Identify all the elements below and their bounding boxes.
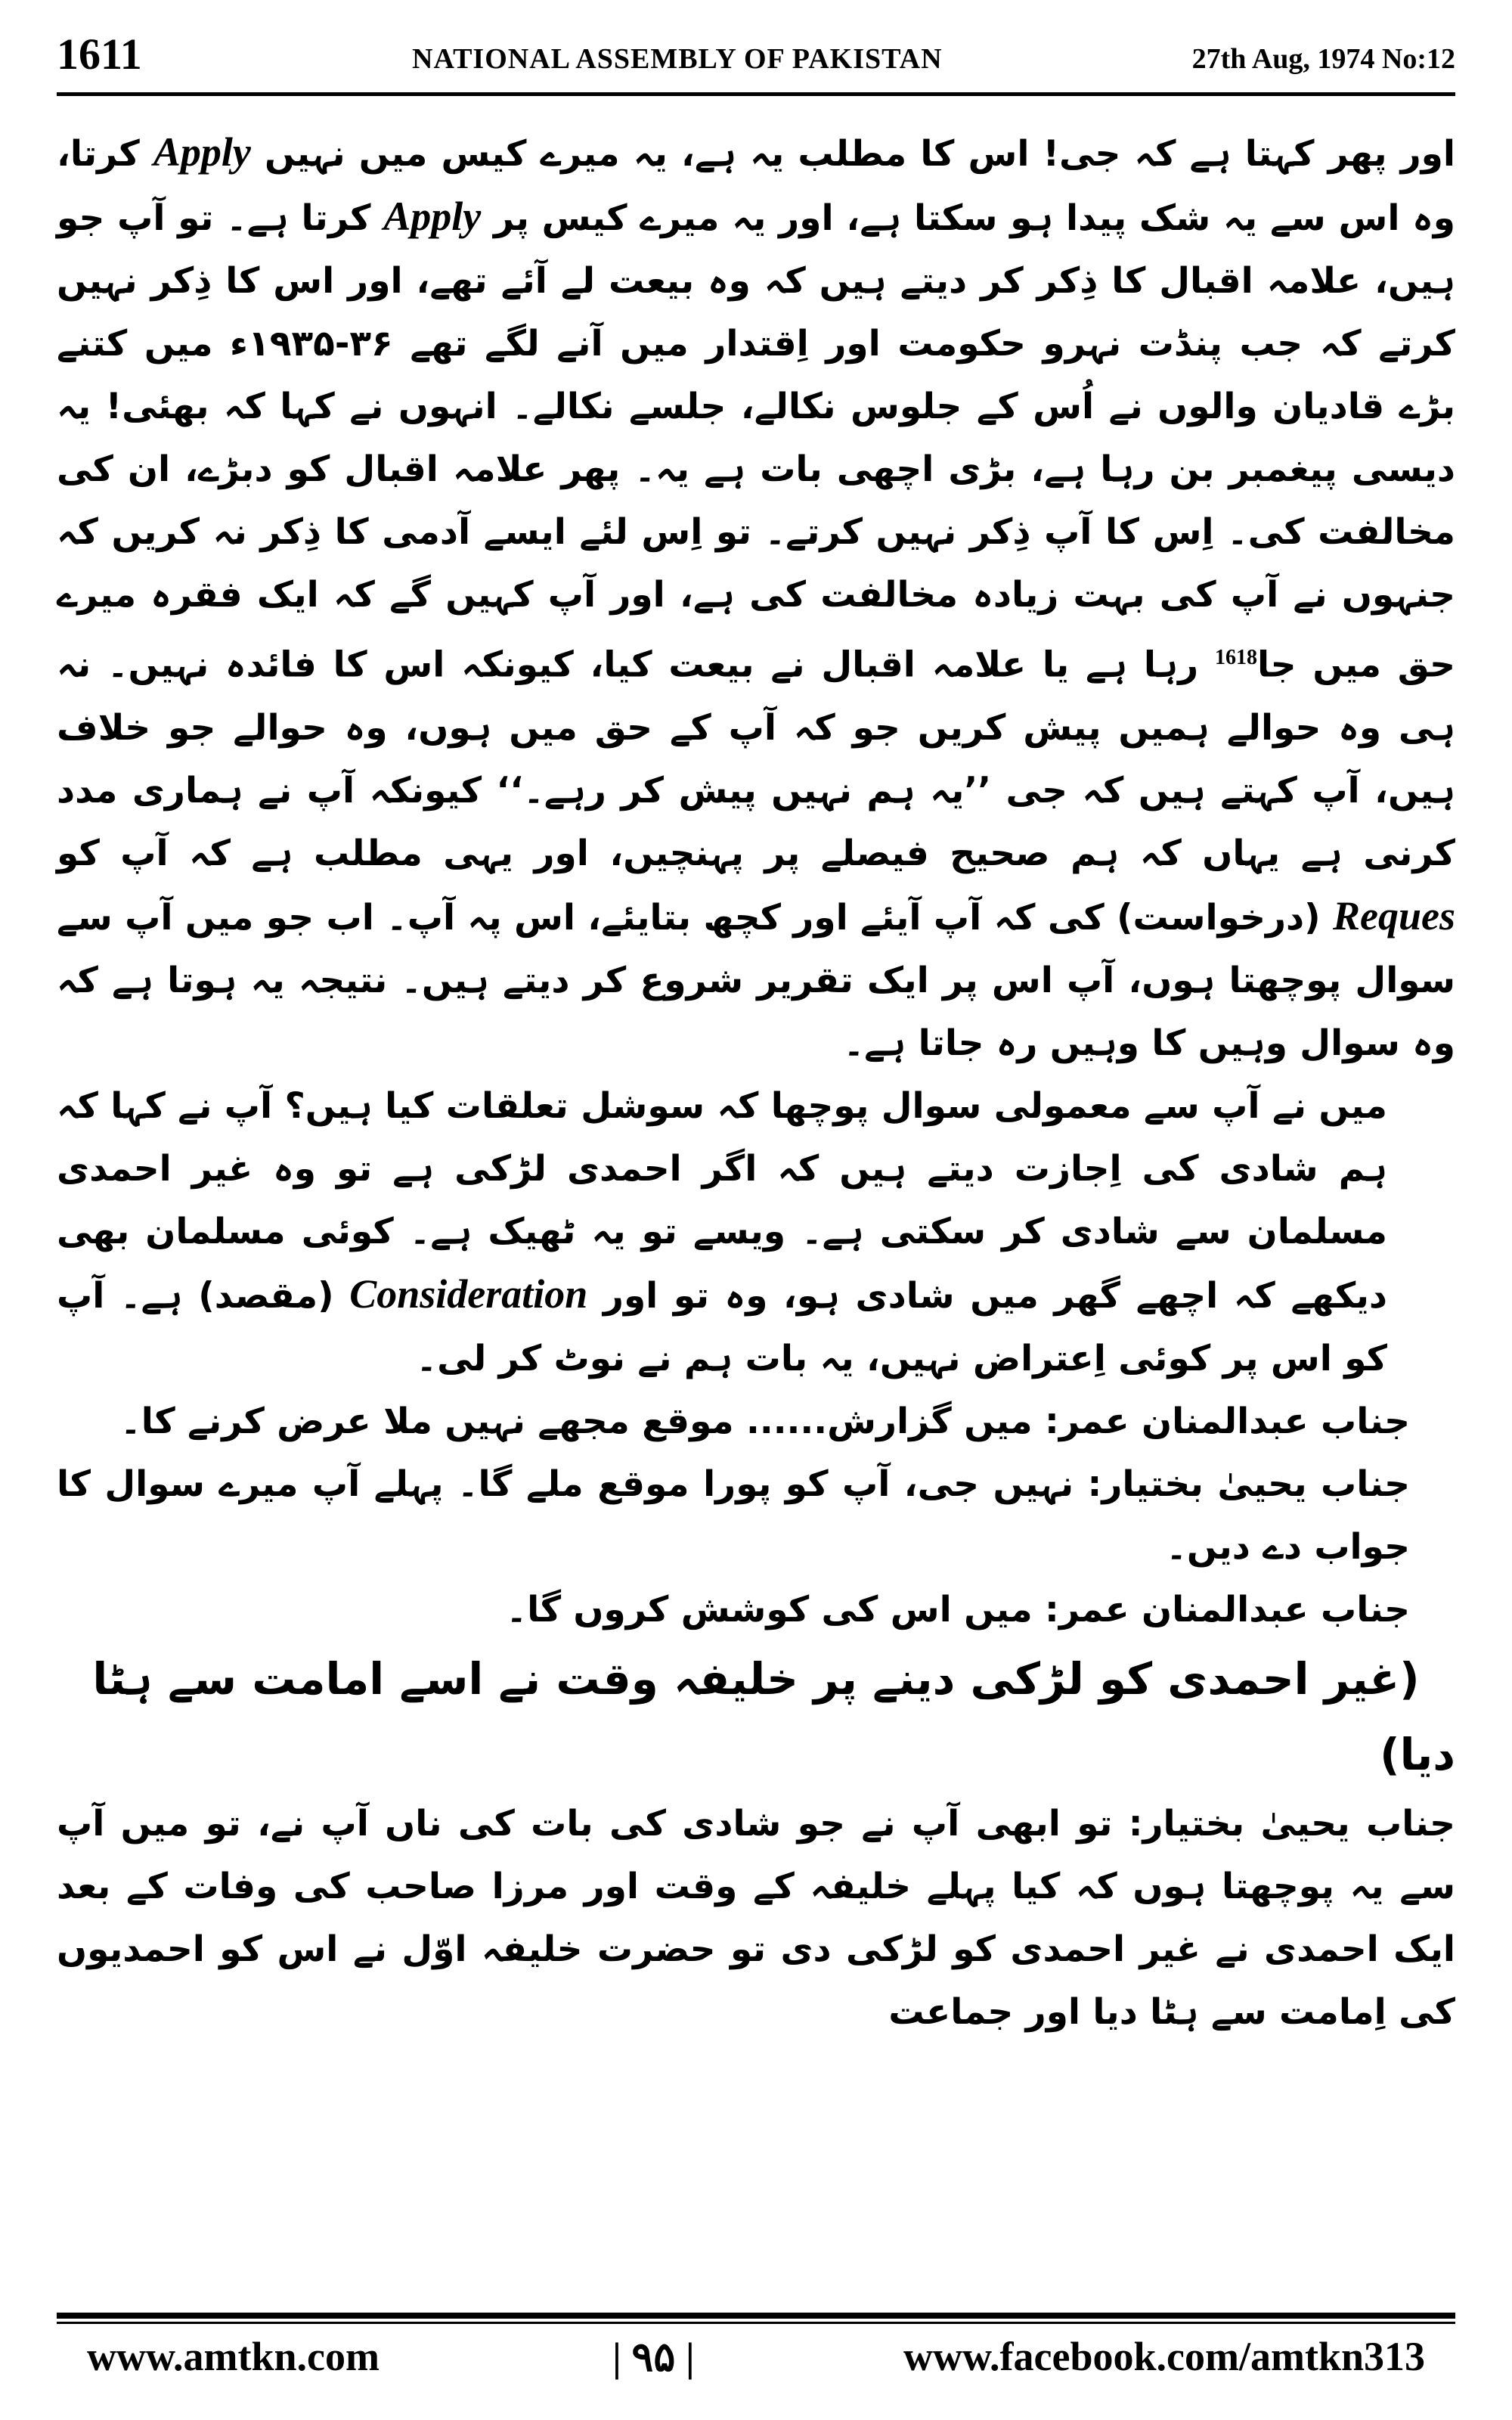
text-run: میں نے آپ سے معمولی سوال پوچھا کہ سوشل تعلقات کیا ہیں؟ آپ نے کہا کہ ہم شادی کی اِجازت دیتے ہیں کہ اگر احمدی لڑکی ہے تو وہ غیر احمدی مسلمان سے شادی کر سکتی ہے۔ ویسے تو یہ ٹھیک ہے۔ کوئی مسلمان بھی دیکھے کہ اچھے گھر میں شادی ہو، وہ تو اور (57, 1084, 1387, 1317)
header-rule (57, 92, 1455, 96)
english-term: Apply (153, 129, 251, 175)
header-title: NATIONAL ASSEMBLY OF PAKISTAN (412, 43, 943, 75)
text-run: جناب عبدالمنان عمر: میں گزارش...... موقع مجھے نہیں ملا عرض کرنے کا۔ (120, 1400, 1410, 1442)
body-paragraph (57, 121, 1455, 1075)
footer-page-label: | ۹۵ | (612, 2335, 695, 2380)
text-run: جناب عبدالمنان عمر: میں اس کی کوشش کروں گا۔ (506, 1588, 1410, 1630)
text-run: اور پھر کہتا ہے کہ جی! اس کا مطلب یہ ہے، یہ میرے کیس میں نہیں (250, 133, 1456, 175)
text-run: کرتا ہے۔ تو آپ جو ہیں، علامہ اقبال کا ذِکر کر دیتے ہیں کہ وہ بیعت لے آئے تھے، اور اس کا ذِکر نہیں کرتے کہ جب پنڈت نہرو حکومت اور اِقتدار میں آنے لگے تھے ۳۶-۱۹۳۵ء میں کتنے بڑے قادیان والوں نے اُس کے جلوس نکالے، جلسے نکالے۔ انہوں نے کہا کہ بھئی! یہ دیسی پیغمبر بن رہا ہے، بڑی اچھی بات ہے یہ۔ پھر علامہ اقبال کو دبڑے، ان کی مخالفت کی۔ اِس کا آپ ذِکر نہیں کرتے۔ تو اِس لئے ایسے آدمی کا ذِکر نہ کریں کہ جنہوں نے آپ کی بہت زیادہ مخالفت کی ہے، اور آپ کہیں گے کہ ایک فقرہ میرے حق میں جا (57, 197, 1456, 686)
footer-facebook-link[interactable]: www.facebook.com/amtkn313 (903, 2334, 1425, 2379)
text-run: (غیر احمدی کو لڑکی دینے پر خلیفہ وقت نے اسے امامت سے ہٹا دیا) (92, 1652, 1455, 1780)
text-run: جناب یحییٰ بختیار: تو ابھی آپ نے جو شادی کی بات کی ناں آپ نے، تو میں آپ سے یہ پوچھتا ہوں کہ کیا پہلے خلیفہ کے وقت اور مرزا صاحب کی وفات کے بعد ایک احمدی نے غیر احمدی کو لڑکی دی تو حضرت خلیفہ اوّل نے اس کو احمدیوں کی اِمامت سے ہٹا دیا اور جماعت (57, 1802, 1455, 2033)
page-number: 1611 (57, 29, 142, 79)
footer-website-link[interactable]: www.amtkn.com (87, 2334, 380, 2379)
body-paragraph (57, 1075, 1455, 1390)
body-paragraph (57, 1792, 1455, 2043)
text-run: جناب یحییٰ بختیار: نہیں جی، آپ کو پورا موقع ملے گا۔ پہلے آپ میرے سوال کا جواب دے دیں۔ (57, 1463, 1410, 1568)
footnote-marker: 1618 (1215, 646, 1257, 669)
section-heading (57, 1641, 1455, 1792)
text-run: کرتا، وہ اس سے یہ شک پیدا ہو سکتا ہے، اور یہ میرے کیس پر (57, 133, 1456, 239)
text-run: (درخواست) کی کہ آپ آیئے اور کچھ بتایئے، اس پہ آپ۔ اب جو میں آپ سے سوال پوچھتا ہوں، آپ اس پر ایک تقریر شروع کر دیتے ہیں۔ نتیجہ یہ ہوتا ہے کہ وہ سوال وہیں کا وہیں رہ جاتا ہے۔ (57, 896, 1455, 1064)
english-term: Reques (1333, 892, 1455, 939)
text-run: رہا ہے یا علامہ اقبال نے بیعت کیا، کیونکہ اس کا فائدہ نہیں۔ نہ ہی وہ حوالے ہمیں پیش کریں جو کہ آپ کے حق میں ہوں، وہ حوالے جو خلاف ہیں، آپ کہتے ہیں کہ جی ’’یہ ہم نہیں پیش کر رہے۔‘‘ کیونکہ آپ نے ہماری مدد کرنی ہے یہاں کہ ہم صحیح فیصلے پر پہنچیں، اور یہی مطلب ہے کہ آپ کو (57, 644, 1455, 874)
footer-rule (57, 2313, 1455, 2319)
english-term: Consideration (349, 1270, 588, 1317)
speaker-line (57, 1578, 1455, 1641)
speaker-line (57, 1390, 1455, 1453)
header-date: 27th Aug, 1974 No:12 (1191, 43, 1455, 75)
page-footer (57, 2333, 1455, 2394)
speaker-line (57, 1453, 1455, 1578)
text-run: (مقصد) ہے۔ آپ کو اس پر کوئی اِعتراض نہیں، یہ بات ہم نے نوٹ کر لی۔ (57, 1274, 1387, 1379)
document-body (57, 121, 1455, 2043)
english-term: Apply (383, 194, 482, 239)
page-header (57, 21, 1455, 93)
footer-rule-thin (57, 2322, 1455, 2324)
